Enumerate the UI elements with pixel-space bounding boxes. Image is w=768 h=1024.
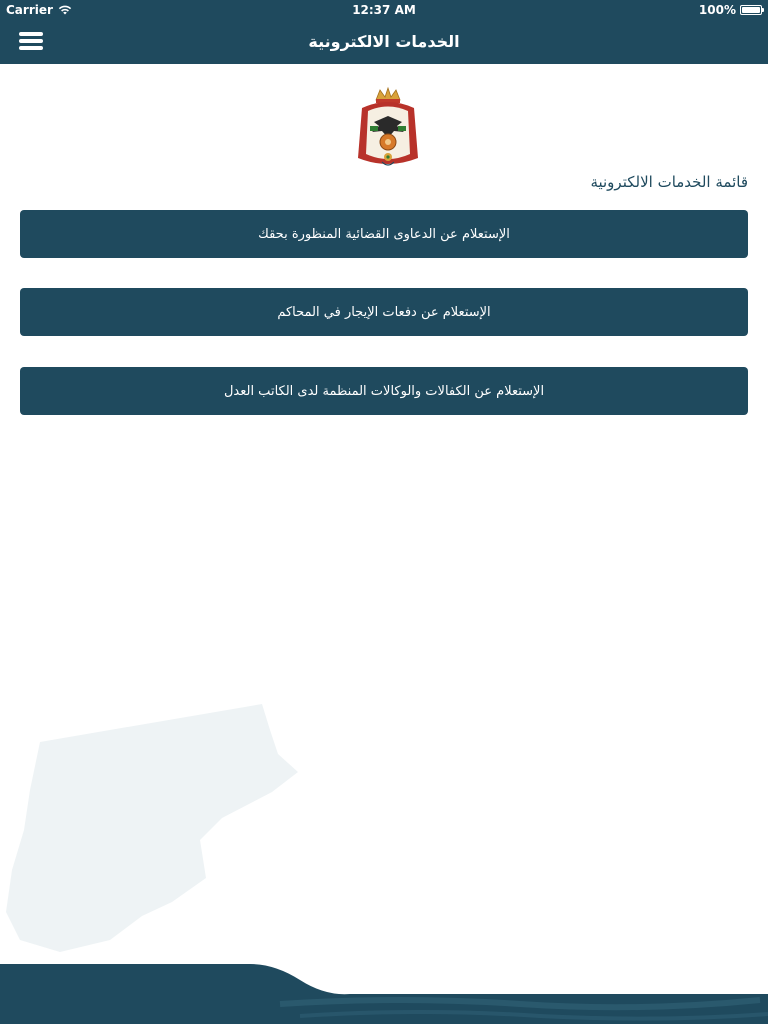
service-button-label: الإستعلام عن دفعات الإيجار في المحاكم xyxy=(277,304,491,320)
jordan-map-watermark xyxy=(0,690,320,960)
carrier-label: Carrier xyxy=(6,3,53,17)
navigation-bar xyxy=(0,20,768,64)
service-button-label: الإستعلام عن الكفالات والوكالات المنظمة لدى الكاتب العدل xyxy=(223,383,545,399)
page-title: الخدمات الالكترونية xyxy=(308,32,460,51)
battery-group xyxy=(699,3,762,17)
battery-percent: 100% xyxy=(698,3,736,17)
service-button-lawsuits[interactable] xyxy=(20,210,748,258)
service-button-rent-payments[interactable] xyxy=(20,288,748,336)
status-time: 12:37 AM xyxy=(352,3,416,17)
jordan-coat-of-arms-icon xyxy=(352,86,424,176)
battery-icon xyxy=(740,5,762,15)
status-bar xyxy=(0,0,768,20)
service-button-label: الإستعلام عن الدعاوى القضائية المنظورة بحقك xyxy=(258,226,510,242)
service-button-notary[interactable] xyxy=(20,367,748,415)
footer-wave xyxy=(0,960,768,1024)
top-bar xyxy=(0,0,768,64)
section-title: قائمة الخدمات الالكترونية xyxy=(590,173,748,191)
